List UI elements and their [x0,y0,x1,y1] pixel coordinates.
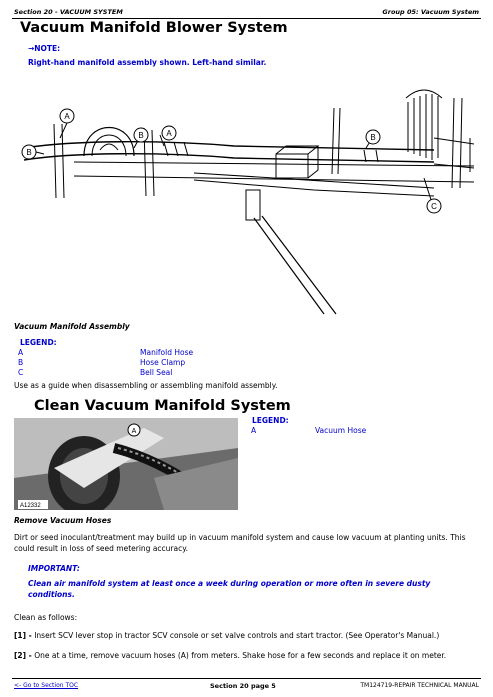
legend-title-clean: LEGEND: [252,416,289,425]
photo-callout-a: A [131,428,137,435]
step-number: [1] - [14,631,32,640]
photo-illustration [14,418,238,510]
figure-caption-manifold: Vacuum Manifold Assembly [14,322,130,331]
intro-paragraph: Dirt or seed inoculant/treatment may build up in vacuum manifold system and cause low vacuum at planting units. This could result in loss of seed metering accuracy. [14,533,466,553]
callout-b3: B [370,133,376,142]
legend-row: C Bell Seal [18,368,173,377]
note-label: →NOTE: [28,44,61,53]
note-text: Right-hand manifold assembly shown. Left-hand similar. [28,58,267,67]
callout-a1: A [64,112,70,121]
callout-b2: B [26,148,32,157]
usage-text: Use as a guide when disassembling or assembling manifold assembly. [14,381,278,390]
legend-row: A Manifold Hose [18,348,194,357]
footer-rule [12,678,481,679]
legend-table-manifold [18,348,193,378]
step-text: One at a time, remove vacuum hoses (A) from meters. Shake hose for a few seconds and replace it on meter. [34,651,447,660]
step-1 [14,631,480,640]
callout-b1: B [138,131,144,140]
callout-a2: A [166,129,172,138]
important-label: IMPORTANT: [28,564,80,573]
step-text: Insert SCV lever stop in tractor SCV console or set valve controls and start tractor. (See Operator's Manual.) [34,631,440,640]
legend-title-manifold: LEGEND: [20,338,57,347]
step-number: [2] - [14,651,32,660]
header-group: Group 05: Vacuum System [382,8,479,16]
go-to-section-toc-link[interactable]: <- Go to Section TOC [14,682,79,689]
vacuum-hose-photo [14,418,238,510]
manifold-assembly-figure [14,78,480,316]
footer-manual: TM124719-REPAIR TECHNICAL MANUAL [360,682,479,689]
section-title-blower: Vacuum Manifold Blower System [20,20,288,36]
step-2 [14,651,480,660]
legend-table-clean [251,426,366,436]
section-title-clean: Clean Vacuum Manifold System [34,398,291,414]
legend-row: A Vacuum Hose [251,426,367,435]
header-section: Section 20 - VACUUM SYSTEM [14,8,123,16]
photo-id: A12332 [20,503,41,509]
important-text: Clean air manifold system at least once a week during operation or more often in severe dusty conditions. [28,579,431,599]
legend-row: B Hose Clamp [18,358,186,367]
header-rule [12,18,481,19]
figure-caption-hoses: Remove Vacuum Hoses [14,516,112,525]
footer-page: Section 20 page 5 [210,682,276,690]
clean-intro: Clean as follows: [14,613,78,622]
callout-c: C [431,202,437,211]
